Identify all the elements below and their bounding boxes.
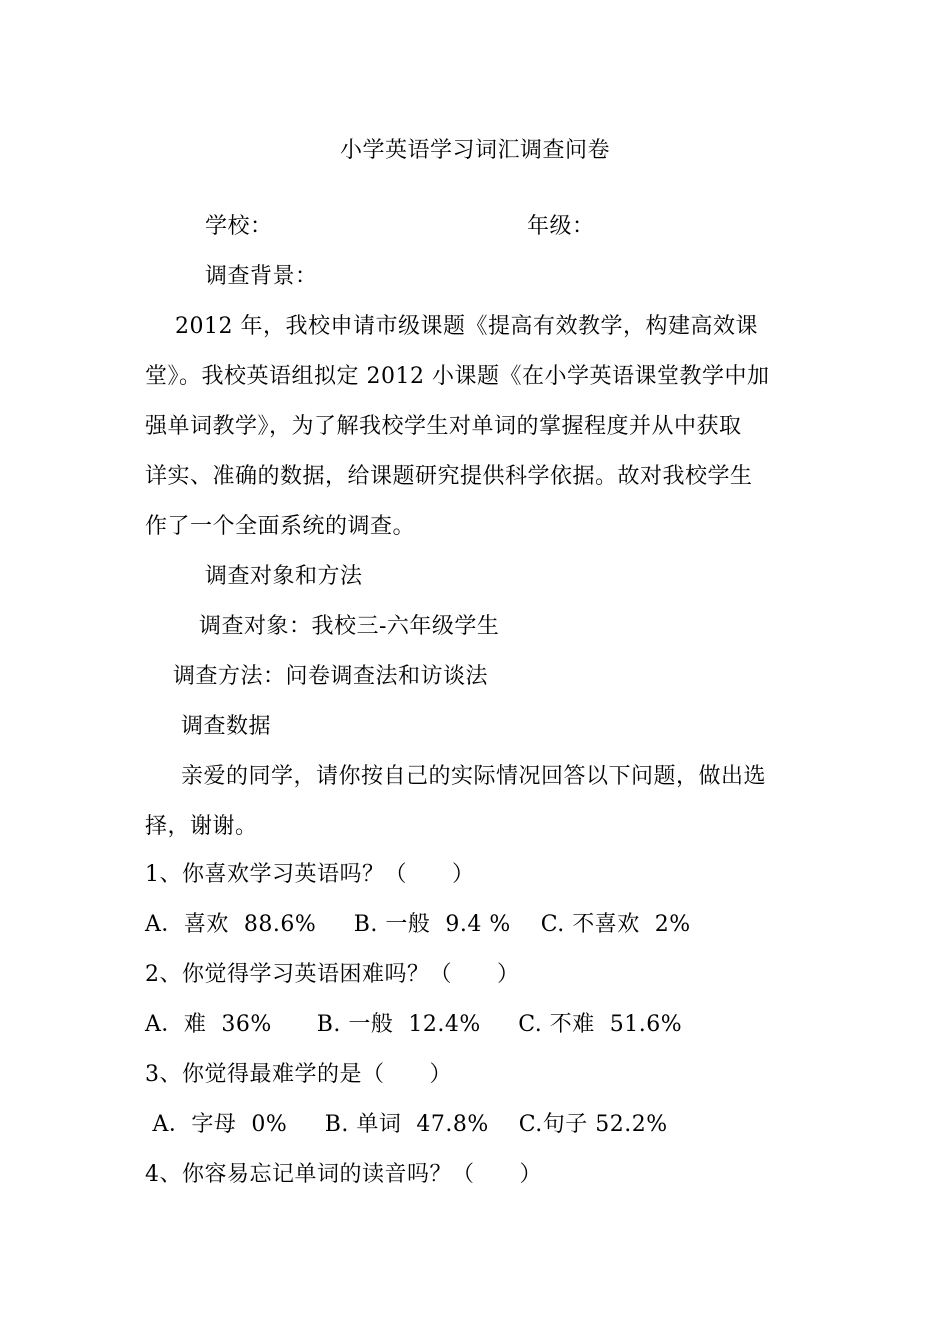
answers-3: A．字母 0% B. 单词 47.8% C.句子 52.2% bbox=[145, 1112, 668, 1137]
grade-label: 年级： bbox=[527, 214, 595, 239]
background-line-5: 作了一个全面系统的调查。 bbox=[145, 514, 416, 539]
method-line: 调查方法：问卷调查法和访谈法 bbox=[173, 664, 489, 689]
background-heading: 调查背景： bbox=[205, 264, 318, 289]
answers-2: A．难 36% B. 一般 12.4% C. 不难 51.6% bbox=[145, 1012, 683, 1037]
document-title: 小学英语学习词汇调查问卷 bbox=[339, 138, 610, 163]
question-1: 1、你喜欢学习英语吗？（ ） bbox=[145, 862, 475, 887]
subjects-heading: 调查对象和方法 bbox=[205, 564, 363, 589]
school-label: 学校： bbox=[205, 214, 273, 239]
question-2: 2、你觉得学习英语困难吗？（ ） bbox=[145, 962, 520, 987]
intro-line-1: 亲爱的同学，请你按自己的实际情况回答以下问题，做出选 bbox=[181, 764, 767, 789]
background-line-2: 堂》。我校英语组拟定 2012 小课题《在小学英语课堂教学中加 bbox=[145, 364, 770, 389]
background-line-3: 强单词教学》，为了解我校学生对单词的掌握程度并从中获取 bbox=[145, 414, 742, 439]
background-line-4: 详实、准确的数据，给课题研究提供科学依据。故对我校学生 bbox=[145, 464, 753, 489]
question-4: 4、你容易忘记单词的读音吗？（ ） bbox=[145, 1162, 542, 1187]
question-3: 3、你觉得最难学的是（ ） bbox=[145, 1062, 452, 1087]
answers-1: A．喜欢 88.6% B. 一般 9.4 % C. 不喜欢 2% bbox=[145, 912, 691, 937]
background-line-1: 2012 年，我校申请市级课题《提高有效教学，构建高效课 bbox=[175, 314, 758, 339]
intro-line-2: 择，谢谢。 bbox=[145, 814, 258, 839]
data-heading: 调查数据 bbox=[181, 714, 272, 739]
subjects-line: 调查对象：我校三-六年级学生 bbox=[199, 614, 500, 639]
